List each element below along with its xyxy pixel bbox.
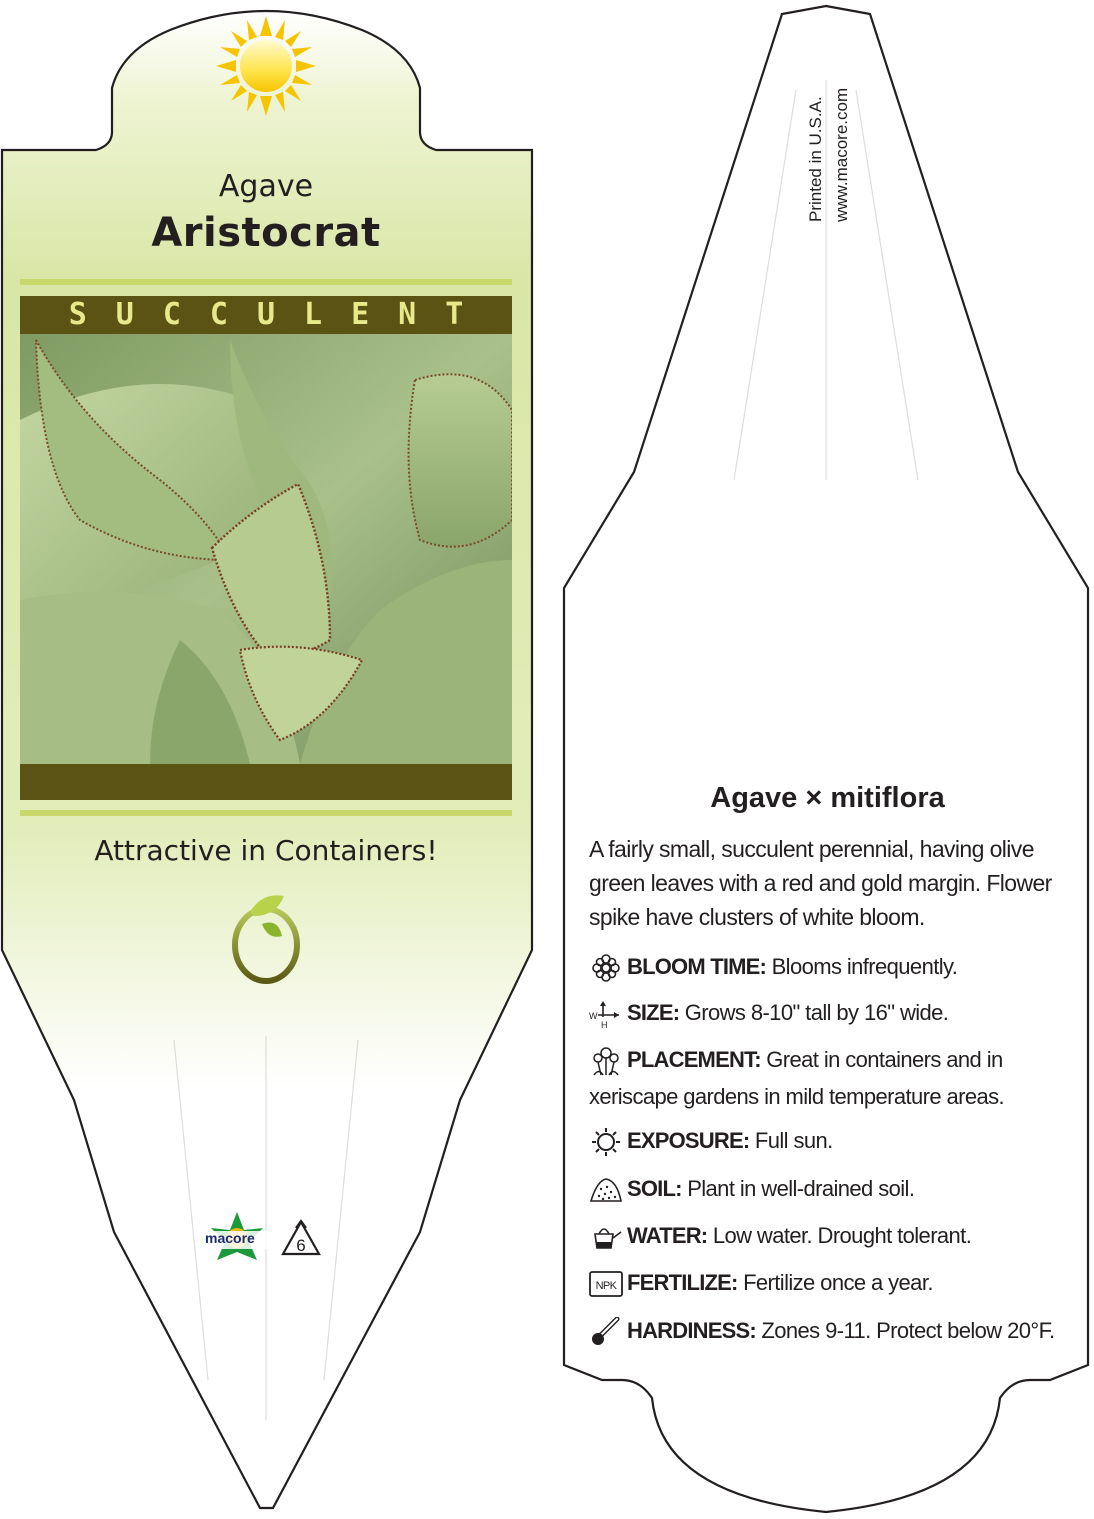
size-label: SIZE: [627,1000,680,1025]
variety-name: Aristocrat [151,210,381,256]
size-value: Grows 8-10" tall by 16" wide. [684,1000,949,1025]
watering-can-icon [589,1222,623,1252]
common-name: Agave [218,169,314,204]
size-icon-w: W [589,1011,597,1022]
bloom-time-label: BLOOM TIME: [627,954,767,979]
printed-line: Printed in U.S.A. [806,96,825,222]
attribute-soil [589,1170,1069,1207]
attribute-placement [589,1041,1069,1115]
printed-notice [803,88,855,222]
water-value: Low water. Drought tolerant. [712,1223,972,1248]
sun-icon [589,1127,623,1157]
attribute-bloom-time [589,948,1069,985]
attribute-water [589,1217,1069,1254]
npk-icon [589,1269,623,1299]
website: www.macore.com [832,87,851,222]
exposure-label: EXPOSURE: [627,1128,750,1153]
recycle-code: 6 [296,1236,306,1255]
size-icon-h: H [601,1020,607,1030]
placement-icon [589,1046,623,1076]
soil-label: SOIL: [627,1176,682,1201]
exposure-value: Full sun. [754,1128,833,1153]
brand-name: macore [205,1230,255,1246]
thermometer-icon [589,1317,623,1347]
hardiness-label: HARDINESS: [627,1318,756,1343]
botanical-name: Agave × mitiflora [710,782,945,814]
water-label: WATER: [627,1223,708,1248]
full-sun-icon [216,16,316,116]
hardiness-value: Zones 9-11. Protect below 20°F. [761,1318,1055,1343]
plant-description: A fairly small, succulent perennial, having olive green leaves with a red and gold margin. Flower spike have clusters of white bloom. [589,836,1052,930]
attribute-hardiness [589,1312,1069,1349]
size-icon [589,999,623,1029]
soil-value: Plant in well-drained soil. [687,1176,915,1201]
fertilize-label: FERTILIZE: [627,1270,738,1295]
attribute-fertilize [589,1264,1069,1301]
flower-icon [589,953,623,983]
attribute-size [589,994,1069,1031]
bloom-time-value: Blooms infrequently. [771,954,958,979]
placement-value: Great in containers and in xeriscape gardens in mild temperature areas. [589,1047,1005,1109]
placement-label: PLACEMENT: [627,1047,761,1072]
fertilize-value: Fertilize once a year. [743,1270,933,1295]
soil-icon [589,1175,623,1205]
tagline: Attractive in Containers! [94,834,438,867]
attribute-exposure [589,1122,1069,1159]
npk-icon-text: NPK [595,1280,617,1293]
category-band-label: SUCCULENT [68,297,493,332]
agave-photo [20,334,512,764]
